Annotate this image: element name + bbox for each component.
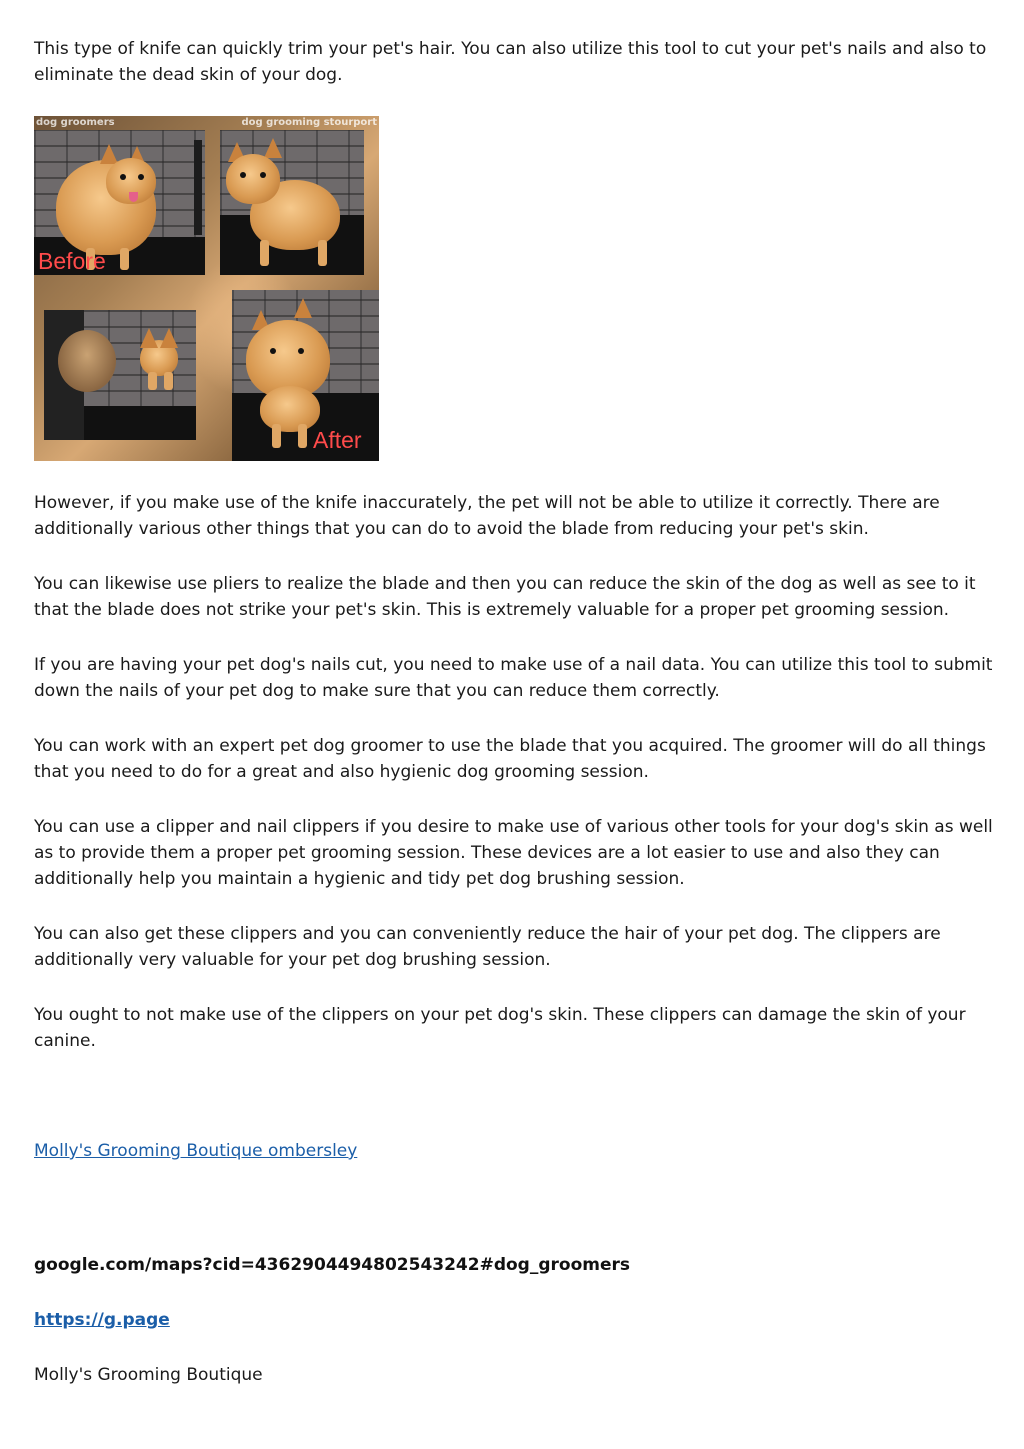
gpage-link[interactable]: https://g.page [34, 1310, 170, 1330]
gpage-link-row [34, 1278, 994, 1333]
paragraph-1: However, if you make use of the knife inaccurately, the pet will not be able to utilize it correctly. There are additionally various other things that you can do to avoid the blade from reducing your pet's skin. [34, 493, 940, 539]
caption-before: Before [38, 248, 106, 274]
before-after-photo-collage [34, 116, 379, 461]
paragraph-6: You can also get these clippers and you can conveniently reduce the hair of your pet dog. The clippers are additionally very valuable for your pet dog brushing session. [34, 924, 941, 970]
caption-after: After [313, 427, 362, 453]
photo-top-right [220, 130, 364, 275]
paragraph-2: You can likewise use pliers to realize the blade and then you can reduce the skin of the dog as well as see to it that the blade does not strike your pet's skin. This is extremely valuable for a proper pet grooming session. [34, 574, 976, 620]
watermark-right: dog grooming stourport [241, 117, 377, 128]
watermark-left: dog groomers [36, 117, 115, 128]
boutique-link-block [34, 1138, 994, 1164]
boutique-link[interactable]: Molly's Grooming Boutique ombersley [34, 1141, 358, 1161]
intro-paragraph: This type of knife can quickly trim your pet's hair. You can also utilize this tool to cut your pet's nails and also to eliminate the dead skin of your dog. [34, 39, 987, 85]
paragraph-5: You can use a clipper and nail clippers if you desire to make use of various other tools for your dog's skin as well as to provide them a proper pet grooming session. These devices are a lot easier to use and also they can additionally help you maintain a hygienic and tidy pet dog brushing session. [34, 817, 993, 889]
maps-text: google.com/maps?cid=4362904494802543242#dog_groomers [34, 1255, 631, 1275]
paragraph-7: You ought to not make use of the clippers on your pet dog's skin. These clippers can damage the skin of your canine. [34, 1005, 966, 1051]
paragraph-4: You can work with an expert pet dog groomer to use the blade that you acquired. The groomer will do all things that you need to do for a great and also hygienic dog grooming session. [34, 736, 986, 782]
paragraph-3: If you are having your pet dog's nails cut, you need to make use of a nail data. You can utilize this tool to submit down the nails of your pet dog to make sure that you can reduce them correctly. [34, 655, 993, 701]
document-page [34, 36, 994, 1388]
photo-bottom-left [44, 310, 196, 440]
footer-business-name: Molly's Grooming Boutique [34, 1365, 263, 1385]
groomer-hair [58, 330, 116, 392]
